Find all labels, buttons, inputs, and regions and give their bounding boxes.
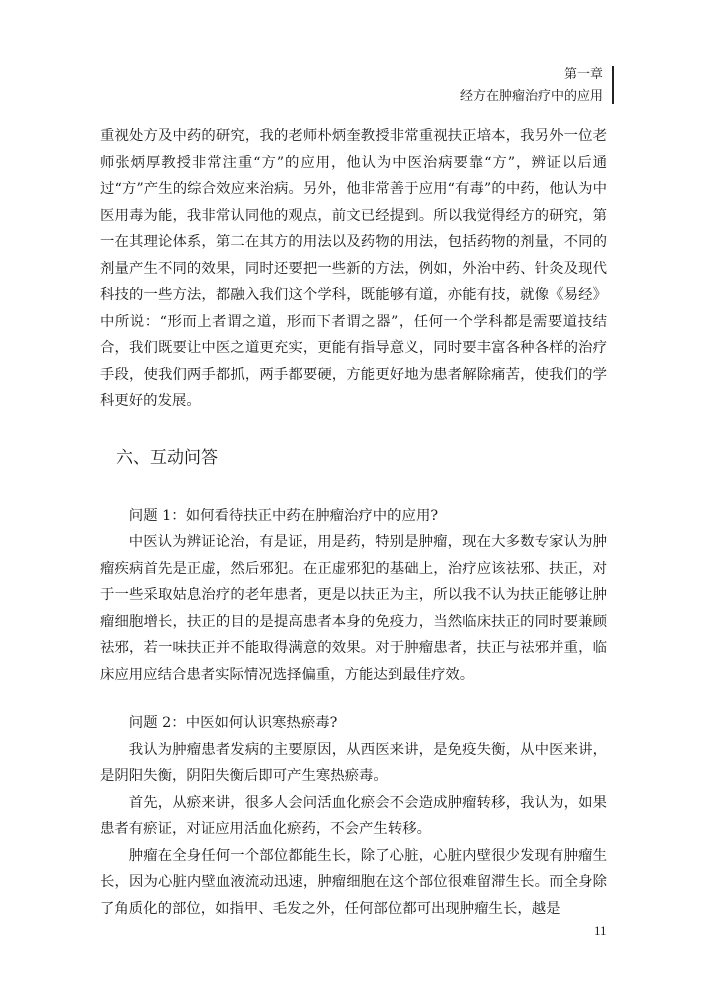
- body-text: [100, 123, 607, 922]
- running-header: [460, 64, 603, 108]
- question-1: 问题 1：如何看待扶正中药在肿瘤治疗中的应用?: [128, 507, 439, 524]
- paragraph-intro: 重视处方及中药的研究，我的老师朴炳奎教授非常重视扶正培本，我另外一位老师张炳厚教授非常注重“方”的应用，他认为中医治病要靠“方”，辨证以后通过“方”产生的综合效应来治病。另外，他非常善于应用“有毒”的中药，他认为中医用毒为能，我非常认同他的观点，前文已经提到。所以我觉得经方的研究，第一在其理论体系，第二在其方的用法以及药物的用法，包括药物的剂量，不同的剂量产生不同的效果，同时还要把一些新的方法，例如，外治中药、针灸及现代科技的一些方法，都融入我们这个学科，既能够有道，亦能有技，就像《易经》中所说：“形而上者谓之道，形而下者谓之器”，任何一个学科都是需要道技结合，我们既要让中医之道更充实，更能有指导意义，同时要丰富各种各样的治疗手段，使我们两手都抓，两手都要硬，方能更好地为患者解除痛苦，使我们的学科更好的发展。: [100, 128, 607, 409]
- chapter-label: 第一章: [563, 67, 603, 82]
- chapter-title: 经方在肿瘤治疗中的应用: [459, 89, 603, 104]
- page-number: 11: [594, 923, 607, 938]
- answer-2-paragraph-3: 肿瘤在全身任何一个部位都能生长，除了心脏，心脏内壁很少发现有肿瘤生长，因为心脏内壁血液流动迅速，肿瘤细胞在这个部位很难留滞生长。而全身除了角质化的部位，如指甲、毛发之外，任何部位都可出现肿瘤生长，越是: [100, 847, 607, 917]
- header-rule: [612, 66, 614, 104]
- question-2: 问题 2：中医如何认识寒热瘀毒?: [128, 715, 338, 731]
- answer-1: 中医认为辨证论治，有是证，用是药，特别是肿瘤，现在大多数专家认为肿瘤疾病首先是正虚，然后邪犯。在正虚邪犯的基础上，治疗应该祛邪、扶正，对于一些采取姑息治疗的老年患者，更是以扶正为主，所以我不认为扶正能够让肿瘤细胞增长，扶正的目的是提高患者本身的免疫力，当然临床扶正的同时要兼顾祛邪，若一味扶正并不能取得满意的效果。对于肿瘤患者，扶正与祛邪并重，临床应用应结合患者实际情况选择偏重，方能达到最佳疗效。: [100, 534, 607, 683]
- section-heading: 六、互动问答: [116, 447, 218, 468]
- answer-2-paragraph-2: 首先，从瘀来讲，很多人会问活血化瘀会不会造成肿瘤转移，我认为，如果患者有瘀证，对证应用活血化瘀药，不会产生转移。: [100, 794, 607, 837]
- answer-2-paragraph-1: 我认为肿瘤患者发病的主要原因，从西医来讲，是免疫失衡，从中医来讲，是阴阳失衡，阴阳失衡后即可产生寒热瘀毒。: [100, 741, 607, 784]
